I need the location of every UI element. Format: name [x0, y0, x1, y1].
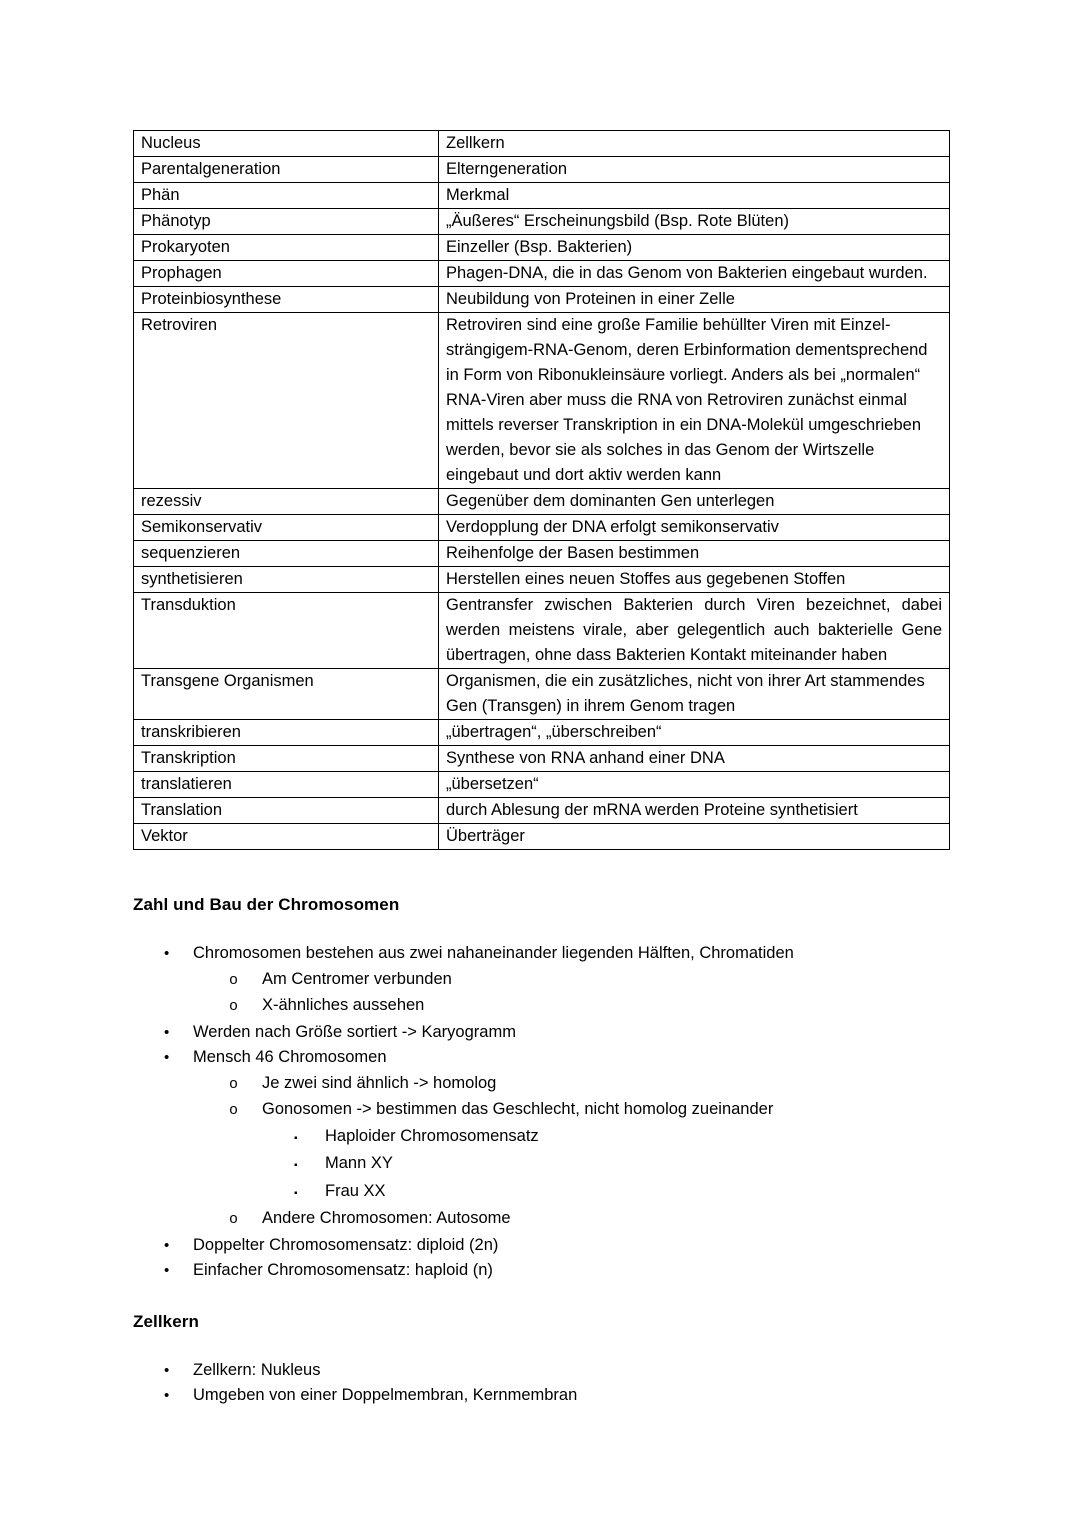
table-row [134, 183, 950, 209]
term-cell: Transduktion [134, 593, 439, 669]
term-cell: sequenzieren [134, 541, 439, 567]
list-item [133, 1045, 950, 1071]
term-cell: transkribieren [134, 720, 439, 746]
list-item-text: Am Centromer verbunden [262, 969, 452, 988]
definition-cell: Überträger [439, 824, 950, 850]
list-item-text: Zellkern: Nukleus [193, 1360, 321, 1379]
table-row [134, 287, 950, 313]
bullet-icon: ▪ [294, 1187, 298, 1199]
term-cell: Transgene Organismen [134, 669, 439, 720]
bullet-icon: o [229, 1102, 239, 1119]
table-row [134, 261, 950, 287]
list-item-text: Gonosomen -> bestimmen das Geschlecht, nicht homolog zueinander [262, 1100, 774, 1118]
list-item [133, 993, 950, 1020]
definition-cell: Zellkern [439, 131, 950, 157]
bullet-icon: o [229, 1075, 239, 1093]
bullet-icon: • [164, 1049, 170, 1066]
list-item-text: Frau XX [325, 1181, 386, 1200]
definition-cell: Neubildung von Proteinen in einer Zelle [439, 287, 950, 313]
list-item-text: Doppelter Chromosomensatz: diploid (2n) [193, 1235, 499, 1254]
table-row [134, 489, 950, 515]
list-item-text: X-ähnliches aussehen [262, 996, 425, 1014]
definition-cell: Verdopplung der DNA erfolgt semikonservativ [439, 515, 950, 541]
term-cell: rezessiv [134, 489, 439, 515]
table-row [134, 157, 950, 183]
list-item [133, 1151, 950, 1179]
term-cell: translatieren [134, 772, 439, 798]
definition-cell: „übersetzen“ [439, 772, 950, 798]
definition-cell: Herstellen eines neuen Stoffes aus gegebenen Stoffen [439, 567, 950, 593]
table-row [134, 567, 950, 593]
glossary-table [133, 130, 950, 850]
table-row [134, 313, 950, 489]
definition-cell: Organismen, die ein zusätzliches, nicht von ihrer Art stammendes Gen (Transgen) in ihrem Genom tragen [439, 669, 950, 720]
table-row [134, 593, 950, 669]
table-row [134, 515, 950, 541]
bullet-icon: o [229, 998, 239, 1015]
definition-cell: Gegenüber dem dominanten Gen unterlegen [439, 489, 950, 515]
list-item [133, 1124, 950, 1152]
term-cell: Phän [134, 183, 439, 209]
term-cell: Semikonservativ [134, 515, 439, 541]
table-row [134, 746, 950, 772]
definition-cell: Einzeller (Bsp. Bakterien) [439, 235, 950, 261]
bullet-icon: o [229, 971, 239, 989]
definition-cell: Phagen-DNA, die in das Genom von Bakterien eingebaut wurden. [439, 261, 950, 287]
definition-cell: Elterngeneration [439, 157, 950, 183]
list-item [133, 1258, 950, 1284]
term-cell: Nucleus [134, 131, 439, 157]
definition-cell: „übertragen“, „überschreiben“ [439, 720, 950, 746]
list-item [133, 1097, 950, 1124]
term-cell: synthetisieren [134, 567, 439, 593]
term-cell: Prokaryoten [134, 235, 439, 261]
bullet-icon: o [229, 1211, 239, 1228]
table-row [134, 131, 950, 157]
list-item [133, 967, 950, 994]
list-item-text: Mensch 46 Chromosomen [193, 1048, 387, 1066]
bullet-icon: • [164, 945, 170, 962]
table-row [134, 772, 950, 798]
table-row [134, 209, 950, 235]
list-item [133, 1071, 950, 1098]
term-cell: Vektor [134, 824, 439, 850]
section-heading-zellkern: Zellkern [133, 1311, 199, 1331]
bullet-icon: • [164, 1023, 170, 1041]
list-item [133, 1206, 950, 1233]
definition-cell: „Äußeres“ Erscheinungsbild (Bsp. Rote Blüten) [439, 209, 950, 235]
list-item [133, 1179, 950, 1207]
definition-cell: durch Ablesung der mRNA werden Proteine synthetisiert [439, 798, 950, 824]
table-row [134, 669, 950, 720]
glossary-table-body [134, 131, 950, 850]
list-item [133, 1020, 950, 1046]
definition-cell: Gentransfer zwischen Bakterien durch Viren bezeichnet, dabei werden meistens virale, aber gelegentlich auch bakterielle Gene übertragen, ohne dass Bakterien Kontakt miteinander haben [439, 593, 950, 669]
definition-cell: Merkmal [439, 183, 950, 209]
term-cell: Proteinbiosynthese [134, 287, 439, 313]
list-item [133, 1358, 950, 1384]
zellkern-list [133, 1358, 950, 1409]
list-item-text: Je zwei sind ähnlich -> homolog [262, 1073, 497, 1092]
list-item-text: Werden nach Größe sortiert -> Karyogramm [193, 1022, 516, 1041]
chromosomen-list [133, 941, 950, 1284]
table-row [134, 798, 950, 824]
definition-cell: Synthese von RNA anhand einer DNA [439, 746, 950, 772]
section-heading-chromosomen: Zahl und Bau der Chromosomen [133, 895, 400, 914]
bullet-icon: • [164, 1361, 170, 1379]
list-item-text: Einfacher Chromosomensatz: haploid (n) [193, 1261, 493, 1279]
list-item [133, 1233, 950, 1259]
bullet-icon: ▪ [294, 1132, 298, 1144]
list-item-text: Haploider Chromosomensatz [325, 1126, 539, 1145]
bullet-icon: ▪ [294, 1160, 298, 1171]
term-cell: Translation [134, 798, 439, 824]
table-row [134, 235, 950, 261]
term-cell: Transkription [134, 746, 439, 772]
bullet-icon: • [164, 1387, 170, 1404]
term-cell: Parentalgeneration [134, 157, 439, 183]
list-item-text: Umgeben von einer Doppelmembran, Kernmembran [193, 1386, 578, 1404]
list-item-text: Mann XY [325, 1154, 393, 1172]
bullet-icon: • [164, 1262, 170, 1279]
term-cell: Phänotyp [134, 209, 439, 235]
table-row [134, 541, 950, 567]
definition-cell: Retroviren sind eine große Familie behüllter Viren mit Einzel-strängigem-RNA-Genom, deren Erbinformation dementsprechend in Form von Ribonukleinsäure vorliegt. Anders als bei „normalen“ RNA-Viren aber muss die RNA von Retroviren zunächst einmal mittels reverser Transkription in ein DNA-Molekül umgeschrieben werden, bevor sie als solches in das Genom der Wirtszelle eingebaut und dort aktiv werden kann [439, 313, 950, 489]
list-item [133, 1383, 950, 1409]
term-cell: Prophagen [134, 261, 439, 287]
table-row [134, 720, 950, 746]
definition-cell: Reihenfolge der Basen bestimmen [439, 541, 950, 567]
list-item [133, 941, 950, 967]
term-cell: Retroviren [134, 313, 439, 489]
list-item-text: Chromosomen bestehen aus zwei nahaneinander liegenden Hälften, Chromatiden [193, 944, 794, 962]
bullet-icon: • [164, 1236, 170, 1254]
list-item-text: Andere Chromosomen: Autosome [262, 1209, 511, 1227]
table-row [134, 824, 950, 850]
